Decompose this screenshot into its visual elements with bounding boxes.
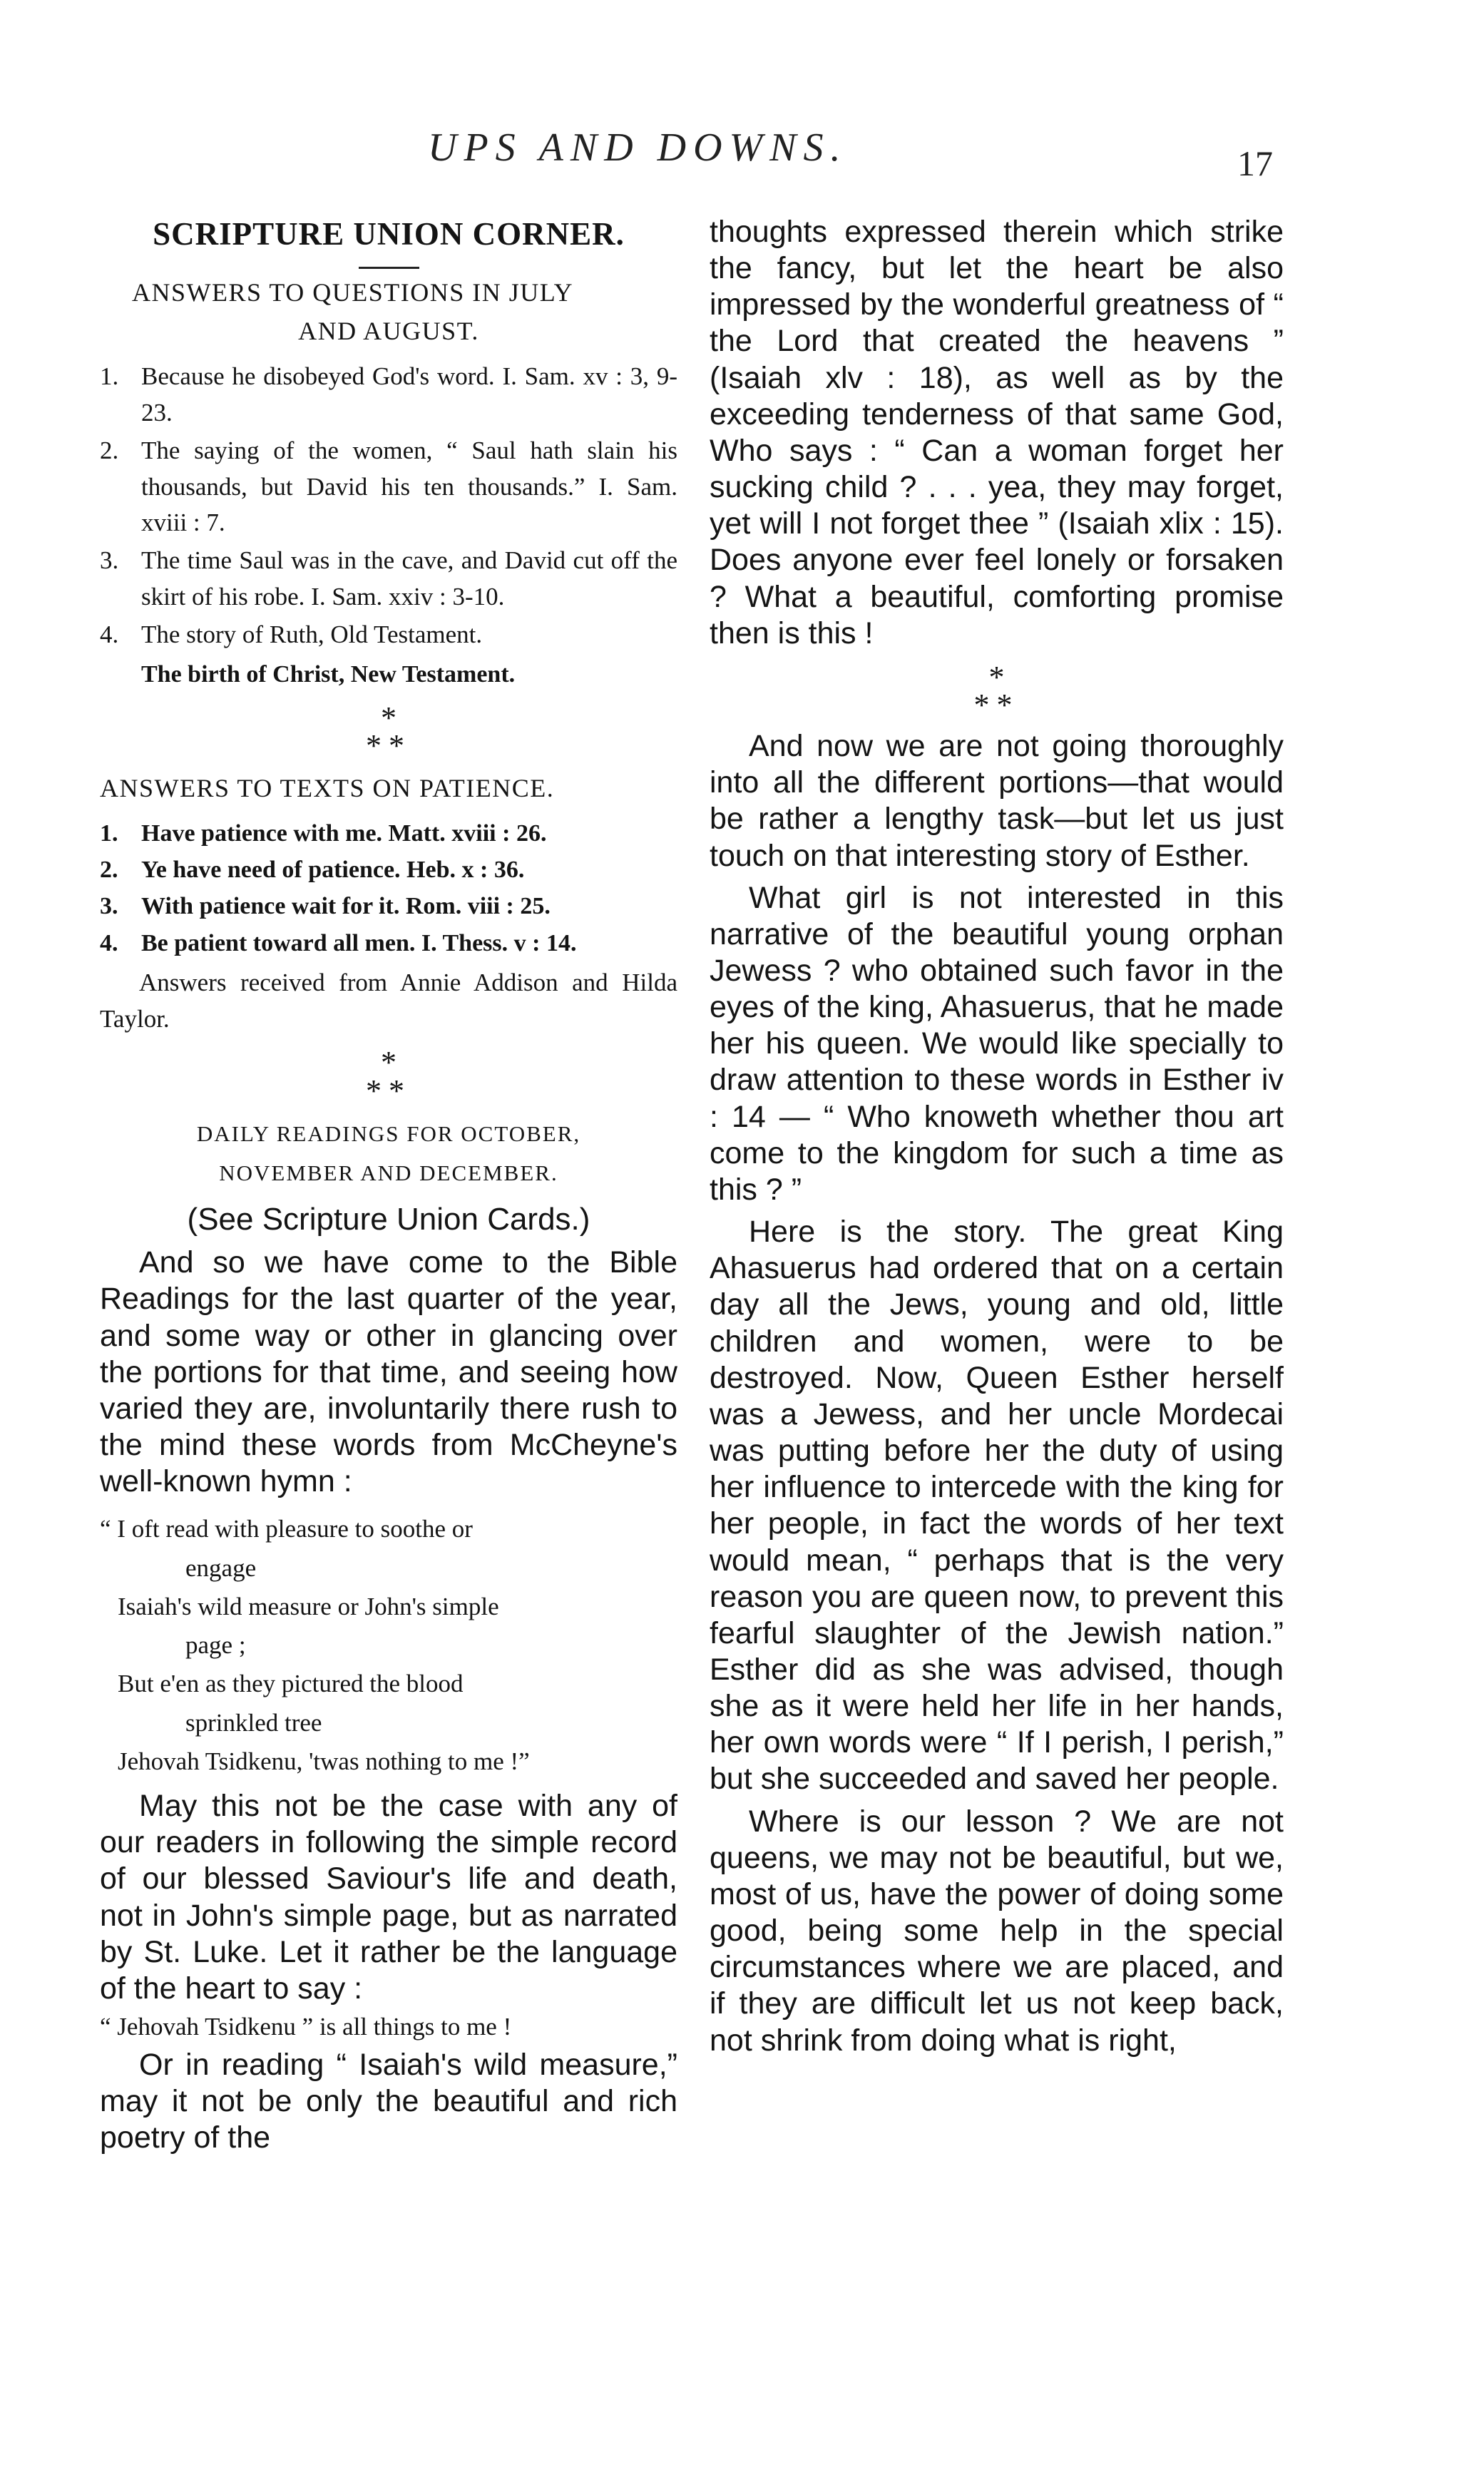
- answers-list: [100, 359, 677, 653]
- answers-heading-line-2: AND AUGUST.: [298, 317, 479, 346]
- quote-line: “ Jehovah Tsidkenu ” is all things to me !: [100, 2012, 512, 2041]
- item-number: 3.: [100, 546, 119, 574]
- paragraph: And so we have come to the Bible Readings for the last quarter of the year, and some way or other in glancing over the portions for that time, and seeing how varied they are, involuntarily there rush to the mind these words from McCheyne's well-known hymn :: [100, 1245, 677, 1499]
- paragraph: What girl is not interested in this narrative of the beautiful young orphan Jewess ? who obtained such favor in the eyes of the king, Ahasuerus, that he made her his queen. We would like specially to draw attention to these words in Esther iv : 14 — “ Who knoweth whether thou art come to the kingdom for such a time as this ? ”: [710, 880, 1284, 1207]
- list-item: [100, 926, 677, 961]
- item-number: 1.: [100, 819, 118, 847]
- item-number: 2.: [100, 857, 118, 884]
- paragraph: Or in reading “ Isaiah's wild measure,” may it not be only the beautiful and rich poetry of the: [100, 2047, 677, 2155]
- poem-line: But e'en as they pictured the blood: [118, 1670, 464, 1698]
- paragraph: And now we are not going thoroughly into all the different portions—that would be rather a lengthy task—but let us just touch on that interesting story of Esther.: [710, 729, 1284, 873]
- patience-heading: ANSWERS TO TEXTS ON PATIENCE.: [100, 773, 555, 802]
- paragraph: Where is our lesson ? We are not queens, we may not be beautiful, but we, most of us, have the power of doing some good, being some help in the special circumstances where we are placed, and if they are difficult let us not keep back, not shrink from doing what is right,: [710, 1804, 1284, 2058]
- item-number: 3.: [100, 893, 118, 920]
- paragraph: May this not be the case with any of our readers in following the simple record of our blessed Saviour's life and death, not in John's simple page, but as narrated by St. Luke. Let it rather be the language of the heart to say :: [100, 1789, 677, 2006]
- item-text: With patience wait for it. Rom. viii : 25.: [141, 893, 551, 920]
- list-item: [100, 889, 677, 924]
- title-rule: [359, 267, 419, 269]
- paragraph: Here is the story. The great King Ahasuerus had ordered that on a certain day all the Jews, young and old, little children and women, were to be destroyed. Now, Queen Esther herself was a Jewess, and her uncle Mordecai was putting before her the duty of using her influence to intercede with the king for her people, in fact the words of her text would mean, “ perhaps that is the very reason you are queen now, to prevent this fearful slaughter of the Jewish nation.” Esther did as she was advised, though she as it were held her life in her hands, her own words were “ If I perish, I perish,” but she succeeded and saved her people.: [710, 1215, 1284, 1797]
- item-text: Be patient toward all men. I. Thess. v : 14.: [141, 929, 577, 956]
- daily-readings-heading-line-2: NOVEMBER AND DECEMBER.: [219, 1160, 558, 1186]
- item-number: 1.: [100, 362, 119, 391]
- item-number: 4.: [100, 929, 118, 956]
- item-text: Ye have need of patience. Heb. x : 36.: [141, 857, 525, 884]
- item-text: Because he disobeyed God's word. I. Sam. xv : 3, 9-23.: [141, 362, 677, 427]
- item-number: 4.: [100, 620, 119, 648]
- poem-line: Jehovah Tsidkenu, 'twas nothing to me !”: [118, 1747, 530, 1775]
- list-item: [100, 852, 677, 887]
- answers-received: Answers received from Annie Addison and Hilda Taylor.: [100, 968, 677, 1033]
- asterism-divider: * **: [366, 700, 411, 764]
- item-text: The story of Ruth, Old Testament.: [141, 620, 483, 648]
- list-item: [100, 359, 677, 431]
- poem-line: Isaiah's wild measure or John's simple: [118, 1592, 499, 1620]
- list-item: [100, 816, 677, 851]
- left-column: [100, 214, 677, 2162]
- poem-line: engage: [185, 1553, 257, 1582]
- page-number: 17: [1237, 143, 1273, 183]
- list-item: [100, 617, 677, 653]
- running-head: UPS AND DOWNS.: [428, 126, 848, 170]
- hymn-quote: [100, 1510, 677, 1781]
- daily-readings-heading-line-1: DAILY READINGS FOR OCTOBER,: [196, 1120, 581, 1146]
- item-text: The saying of the women, “ Saul hath slain his thousands, but David his ten thousands.” I. Sam. xviii : 7.: [141, 436, 677, 537]
- item-number: 2.: [100, 436, 119, 464]
- asterism-divider: * **: [973, 659, 1020, 723]
- poem-line: “ I oft read with pleasure to soothe or: [100, 1515, 473, 1543]
- section-title: SCRIPTURE UNION CORNER.: [153, 216, 625, 252]
- answer-4-continuation: The birth of Christ, New Testament.: [141, 661, 516, 688]
- poem-line: page ;: [185, 1631, 246, 1660]
- right-column: [710, 214, 1284, 2065]
- answers-heading-line-1: ANSWERS TO QUESTIONS IN JULY: [132, 278, 574, 307]
- scripture-cards-note: (See Scripture Union Cards.): [187, 1202, 590, 1237]
- paragraph: thoughts expressed therein which strike the fancy, but let the heart be also impressed by the wonderful greatness of “ the Lord that created the heavens ” (Isaiah xlv : 18), as well as by the exceeding tenderness of that same God, Who says : “ Can a woman forget her sucking child ? . . . yea, they may forget, yet will I not forget thee ” (Isaiah xlix : 15). Does anyone ever feel lonely or forsaken ? What a beautiful, comforting promise then is this !: [710, 215, 1284, 650]
- poem-line: sprinkled tree: [185, 1708, 322, 1737]
- asterism-divider: * **: [366, 1045, 411, 1109]
- list-item: [100, 433, 677, 541]
- item-text: The time Saul was in the cave, and David cut off the skirt of his robe. I. Sam. xxiv : 3-10.: [141, 546, 677, 611]
- list-item: [100, 543, 677, 616]
- item-text: Have patience with me. Matt. xviii : 26.: [141, 819, 547, 847]
- patience-list: [100, 816, 677, 961]
